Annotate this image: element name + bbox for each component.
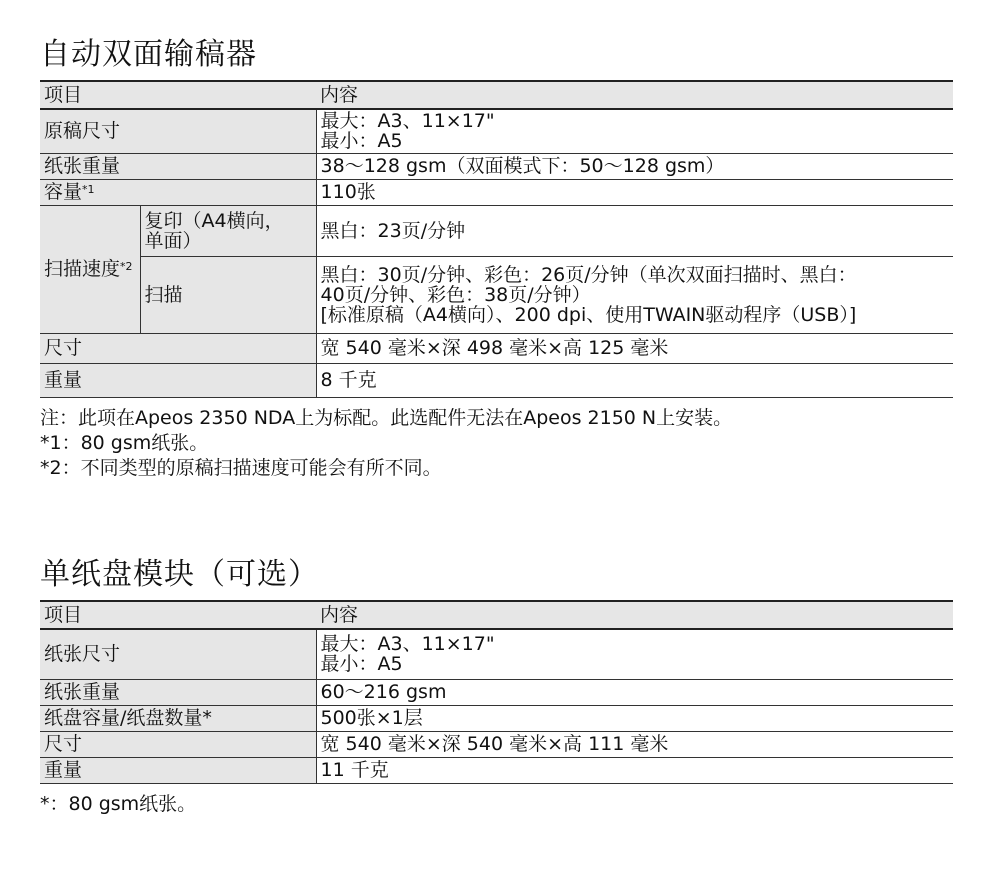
row-label: 原稿尺寸 bbox=[40, 109, 316, 153]
row-value: 38～128 gsm（双面模式下：50～128 gsm） bbox=[316, 153, 953, 179]
table-row bbox=[40, 731, 953, 757]
row-value: 8 千克 bbox=[316, 363, 953, 397]
row-value bbox=[316, 256, 953, 333]
table-row bbox=[40, 705, 953, 731]
row-label: 尺寸 bbox=[40, 731, 316, 757]
tray-module-section bbox=[40, 556, 953, 817]
row-label: 纸张尺寸 bbox=[40, 629, 316, 679]
value-line: [标准原稿（A4横向）、200 dpi、使用TWAIN驱动程序（USB）] bbox=[320, 303, 857, 326]
footnote-marker: *2 bbox=[120, 260, 133, 273]
table-row bbox=[40, 333, 953, 363]
row-value bbox=[316, 109, 953, 153]
adf-spec-table bbox=[40, 80, 953, 398]
row-label bbox=[40, 205, 140, 333]
row-label: 重量 bbox=[40, 757, 316, 783]
table-row bbox=[40, 363, 953, 397]
header-item: 项目 bbox=[40, 601, 316, 629]
footnotes bbox=[40, 406, 953, 481]
row-label: 纸张重量 bbox=[40, 679, 316, 705]
sub-label bbox=[140, 205, 316, 256]
section-title: 单纸盘模块（可选） bbox=[40, 557, 319, 592]
table-header-row bbox=[40, 601, 953, 629]
footnote: 注：此项在Apeos 2350 NDA上为标配。此选配件无法在Apeos 2150 N上安装。 bbox=[40, 406, 733, 429]
label-line: 单面） bbox=[144, 229, 202, 252]
row-value: 60～216 gsm bbox=[316, 679, 953, 705]
table-row bbox=[40, 757, 953, 783]
value-line: 最大：A3、11×17" bbox=[320, 633, 495, 656]
value-line: 最小：A5 bbox=[320, 130, 403, 153]
sub-label: 扫描 bbox=[140, 256, 316, 333]
table-row bbox=[40, 179, 953, 205]
footnote-marker: *1 bbox=[82, 183, 95, 196]
table-row bbox=[40, 256, 953, 333]
row-value bbox=[316, 629, 953, 679]
label-line: 复印（A4横向， bbox=[144, 209, 284, 232]
footnote: *：80 gsm纸张。 bbox=[40, 792, 197, 815]
label-text: 扫描速度 bbox=[44, 258, 121, 280]
row-value: 11 千克 bbox=[316, 757, 953, 783]
row-value: 黑白：23页/分钟 bbox=[316, 205, 953, 256]
row-label: 纸盘容量/纸盘数量* bbox=[40, 705, 316, 731]
table-header-row bbox=[40, 81, 953, 109]
footnotes bbox=[40, 792, 953, 817]
table-row bbox=[40, 679, 953, 705]
header-item: 项目 bbox=[40, 81, 316, 109]
row-label bbox=[40, 179, 316, 205]
value-line: 40页/分钟、彩色：38页/分钟） bbox=[320, 283, 591, 306]
table-row bbox=[40, 629, 953, 679]
value-line: 黑白：30页/分钟、彩色：26页/分钟（单次双面扫描时、黑白： bbox=[320, 263, 857, 286]
table-row bbox=[40, 153, 953, 179]
tray-spec-table bbox=[40, 600, 953, 784]
section-title: 自动双面输稿器 bbox=[40, 37, 257, 72]
row-value: 110张 bbox=[316, 179, 953, 205]
row-label: 尺寸 bbox=[40, 333, 316, 363]
table-row bbox=[40, 109, 953, 153]
row-value: 宽 540 毫米×深 498 毫米×高 125 毫米 bbox=[316, 333, 953, 363]
row-value: 宽 540 毫米×深 540 毫米×高 111 毫米 bbox=[316, 731, 953, 757]
value-line: 最大：A3、11×17" bbox=[320, 110, 495, 133]
footnote: *2：不同类型的原稿扫描速度可能会有所不同。 bbox=[40, 456, 442, 479]
footnote: *1：80 gsm纸张。 bbox=[40, 431, 209, 454]
label-text: 容量 bbox=[44, 181, 83, 203]
adf-section bbox=[40, 36, 953, 481]
row-value: 500张×1层 bbox=[316, 705, 953, 731]
row-label: 重量 bbox=[40, 363, 316, 397]
row-label: 纸张重量 bbox=[40, 153, 316, 179]
value-line: 最小：A5 bbox=[320, 653, 403, 676]
header-content: 内容 bbox=[316, 81, 953, 109]
table-row bbox=[40, 205, 953, 256]
header-content: 内容 bbox=[316, 601, 953, 629]
